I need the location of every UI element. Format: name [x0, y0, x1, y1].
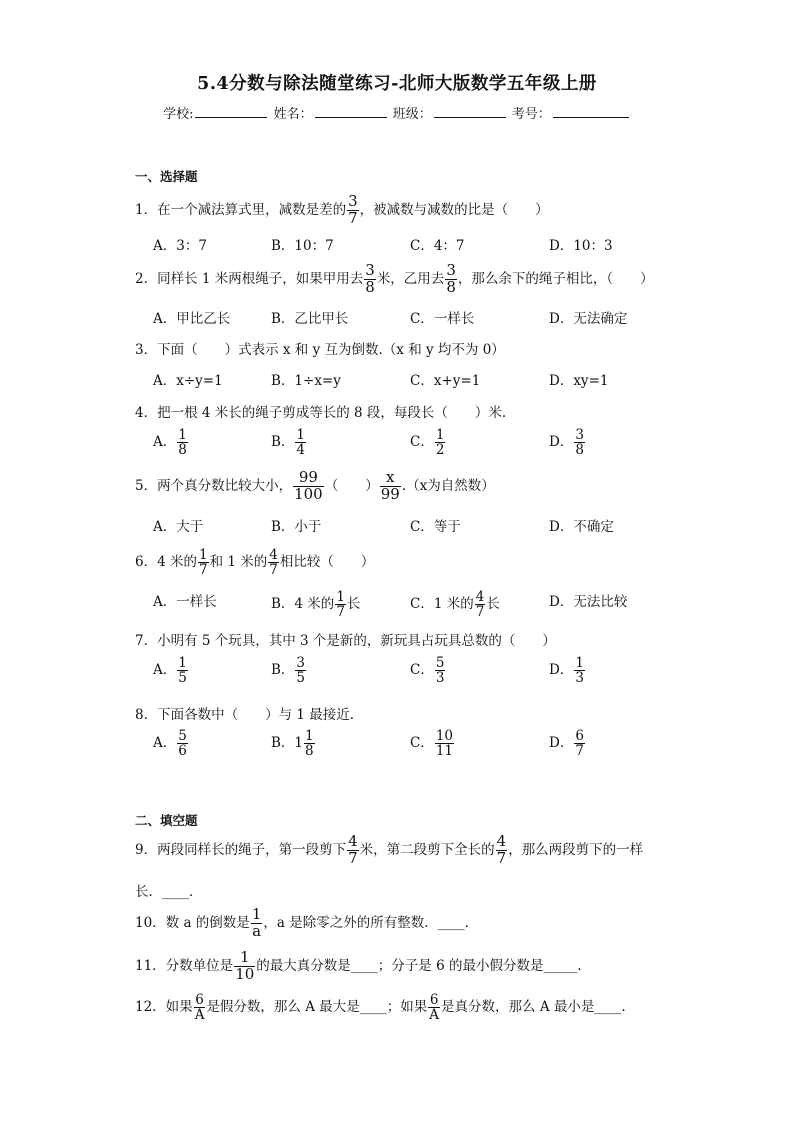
- section-fill: 二、填空题: [135, 813, 198, 828]
- option-a[interactable]: A．大于: [153, 519, 204, 535]
- question-3: 3．下面（ ）式表示 x 和 y 互为倒数.（x 和 y 均不为 0）: [135, 342, 505, 358]
- section-choice: 一、选择题: [135, 169, 198, 184]
- option-c[interactable]: C．4：7: [410, 238, 465, 254]
- option-d[interactable]: D． $\frac{3}{8}$: [549, 427, 584, 459]
- question-10: 10．数 a 的倒数是 $\frac{1}{a}$ ，a 是除零之外的所有整数．____．: [135, 905, 479, 940]
- question-7: 7．小明有 5 个玩具，其中 3 个是新的，新玩具占玩具总数的（ ）: [135, 633, 556, 649]
- fraction: $\frac{1}{8}$: [178, 427, 187, 459]
- option-c[interactable]: C． $\frac{1}{2}$: [410, 427, 445, 459]
- question-9-line2[interactable]: 长．____．: [135, 884, 203, 900]
- name-label: 姓名：: [273, 107, 313, 122]
- question-4: 4．把一根 4 米长的绳子剪成等长的 8 段，每段长（ ）米.: [135, 405, 507, 421]
- option-c[interactable]: C．x+y=1: [410, 373, 481, 389]
- school-blank[interactable]: [195, 104, 267, 118]
- fraction: $\frac{6}{7}$: [575, 728, 584, 760]
- fraction: $\frac{5}{6}$: [178, 728, 187, 760]
- exam-label: 考号：: [511, 107, 551, 122]
- option-c[interactable]: C．1 米的 $\frac{4}{7}$ 长: [410, 589, 500, 621]
- question-5: 5．两个真分数比较大小， $\frac{99}{100}$ （ ） $\frac{x}{99}$ .（x为自然数）: [135, 468, 495, 503]
- fraction: $\frac{4}{7}$: [348, 832, 358, 867]
- fraction: $\frac{1}{7}$: [336, 589, 345, 621]
- question-1: 1．在一个减法算式里，减数是差的 $\frac{3}{7}$ ，被减数与减数的比是（ ）: [135, 192, 549, 227]
- option-a[interactable]: A． $\frac{1}{8}$: [153, 427, 187, 459]
- option-b[interactable]: B． $\frac{3}{5}$: [271, 655, 306, 687]
- fraction: $\frac{10}{11}$: [435, 728, 454, 760]
- option-c[interactable]: C．等于: [410, 519, 461, 535]
- fraction: $\frac{3}{8}$: [365, 261, 375, 296]
- name-blank[interactable]: [315, 104, 387, 118]
- option-d[interactable]: D．无法确定: [549, 311, 628, 327]
- option-b[interactable]: B．4 米的 $\frac{1}{7}$ 长: [271, 589, 361, 621]
- question-11: 11．分数单位是 $\frac{1}{10}$ 的最大真分数是____；分子是 6 的最小假分数是_____.: [135, 948, 582, 983]
- option-b[interactable]: B．小于: [271, 519, 322, 535]
- option-b[interactable]: B． $\frac{1}{4}$: [271, 427, 306, 459]
- option-b[interactable]: B．1÷x=y: [271, 373, 341, 389]
- option-b[interactable]: B．10：7: [271, 238, 334, 254]
- option-c[interactable]: C．一样长: [410, 311, 475, 327]
- fraction: $\frac{3}{7}$: [348, 192, 358, 227]
- page-title: 5.4分数与除法随堂练习-北师大版数学五年级上册: [197, 74, 597, 94]
- exam-blank[interactable]: [553, 104, 629, 118]
- student-info-line: [0, 103, 794, 122]
- fraction: $\frac{1}{8}$: [305, 728, 314, 760]
- question-12: 12．如果 $\frac{6}{A}$ 是假分数，那么 A 最大是____；如果 $\frac{6}{A}$ 是真分数，那么 A 最小是____.: [135, 992, 626, 1024]
- option-d[interactable]: D． $\frac{6}{7}$: [549, 728, 584, 760]
- option-a[interactable]: A．x÷y=1: [153, 373, 223, 389]
- option-d[interactable]: D． $\frac{1}{3}$: [549, 655, 584, 687]
- question-9: 9．两段同样长的绳子，第一段剪下 $\frac{4}{7}$ 米，第二段剪下全长的 $\frac{4}{7}$ ，那么两段剪下的一样: [135, 832, 644, 867]
- fraction: $\frac{4}{7}$: [496, 832, 507, 867]
- fraction: $\frac{4}{7}$: [269, 547, 278, 579]
- fraction: $\frac{5}{3}$: [435, 655, 445, 687]
- fraction: $\frac{1}{3}$: [575, 655, 584, 687]
- class-label: 班级：: [392, 107, 432, 122]
- fraction: $\frac{1}{2}$: [435, 427, 445, 459]
- fraction: $\frac{1}{a}$: [251, 905, 262, 940]
- fraction: $\frac{6}{A}$: [429, 992, 440, 1024]
- question-2: 2．同样长 1 米两根绳子，如果甲用去 $\frac{3}{8}$ 米，乙用去 $\frac{3}{8}$ ，那么余下的绳子相比，（ ）: [135, 261, 654, 296]
- fraction: $\frac{1}{10}$: [235, 948, 255, 983]
- option-a[interactable]: A． $\frac{5}{6}$: [153, 728, 187, 760]
- fraction: $\frac{x}{99}$: [380, 468, 400, 503]
- fraction: $\frac{1}{4}$: [296, 427, 306, 459]
- option-d[interactable]: D．xy=1: [549, 373, 609, 389]
- option-b[interactable]: B．1 $\frac{1}{8}$: [271, 728, 314, 760]
- question-6: 6．4 米的 $\frac{1}{7}$ 和 1 米的 $\frac{4}{7}$ 相比较（ ）: [135, 547, 375, 579]
- fraction: $\frac{3}{8}$: [446, 261, 456, 296]
- fraction: $\frac{6}{A}$: [194, 992, 205, 1024]
- option-a[interactable]: A．一样长: [153, 594, 217, 610]
- fraction: $\frac{1}{7}$: [198, 547, 208, 579]
- class-blank[interactable]: [434, 104, 506, 118]
- option-a[interactable]: A． $\frac{1}{5}$: [153, 655, 187, 687]
- option-d[interactable]: D．不确定: [549, 519, 614, 535]
- option-d[interactable]: D．10：3: [549, 238, 613, 254]
- option-d[interactable]: D．无法比较: [549, 594, 628, 610]
- fraction: $\frac{3}{8}$: [575, 427, 584, 459]
- fraction: $\frac{3}{5}$: [296, 655, 306, 687]
- fraction: $\frac{1}{5}$: [178, 655, 187, 687]
- school-label: 学校:: [163, 107, 194, 122]
- fraction: $\frac{4}{7}$: [475, 589, 485, 621]
- option-c[interactable]: C． $\frac{10}{11}$: [410, 728, 454, 760]
- question-8: 8．下面各数中（ ）与 1 最接近.: [135, 707, 355, 723]
- option-a[interactable]: A．3：7: [153, 238, 207, 254]
- option-c[interactable]: C． $\frac{5}{3}$: [410, 655, 445, 687]
- fraction: $\frac{99}{100}$: [294, 468, 323, 503]
- option-b[interactable]: B．乙比甲长: [271, 311, 349, 327]
- option-a[interactable]: A．甲比乙长: [153, 311, 231, 327]
